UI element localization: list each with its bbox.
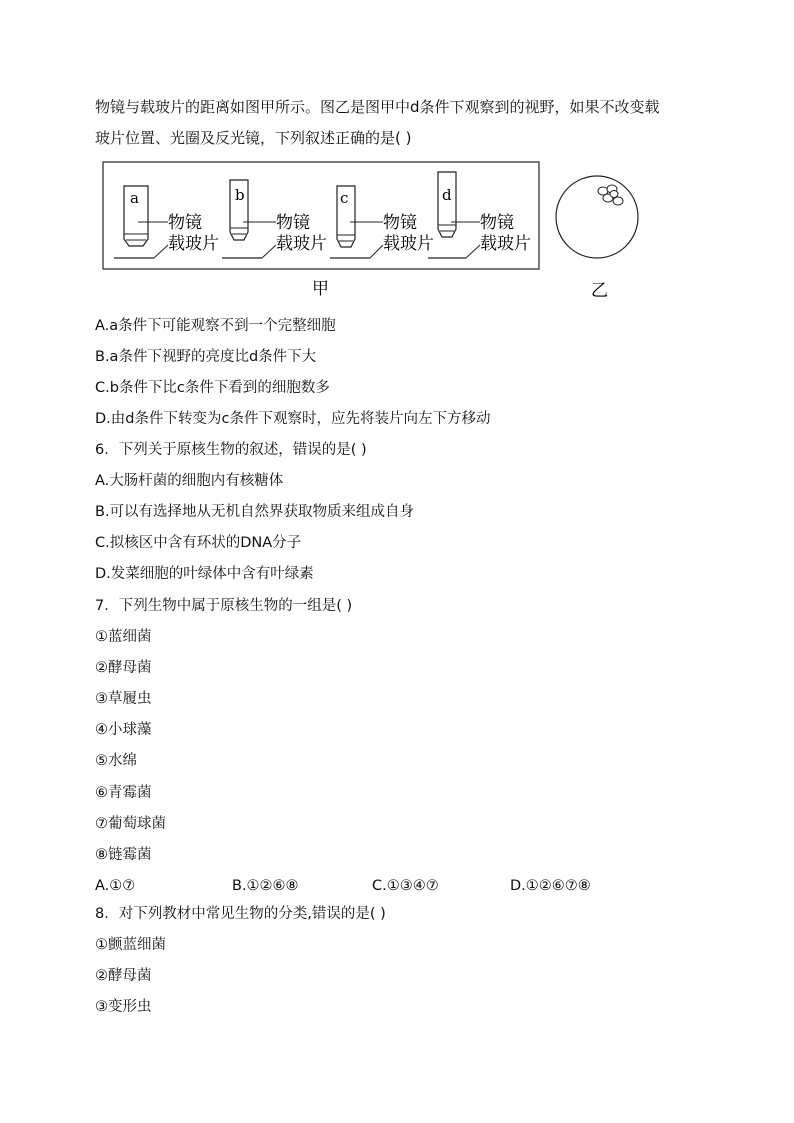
q7-stem: 7．下列生物中属于原核生物的一组是( ): [95, 598, 353, 614]
objective-c-slide-label: 载玻片: [383, 234, 434, 254]
objective-a-letter: a: [130, 189, 139, 207]
q7-option-b[interactable]: B.①②⑥⑧: [232, 878, 299, 894]
q7-option-a[interactable]: A.①⑦: [95, 878, 136, 894]
q7-item-4: ④小球藻: [95, 722, 152, 738]
objective-c-label: 物镜: [383, 213, 417, 233]
q5-stem-line-2: 玻片位置、光圈及反光镜，下列叙述正确的是( ): [95, 129, 412, 147]
objective-b: [222, 180, 327, 258]
objective-d: [428, 172, 531, 258]
caption-yi: 乙: [591, 281, 608, 301]
objective-a-label: 物镜: [168, 213, 202, 233]
q8-item-2: ②酵母菌: [95, 968, 152, 984]
q5-option-c[interactable]: C.b条件下比c条件下看到的细胞数多: [95, 380, 330, 396]
q8-item-3: ③变形虫: [95, 999, 152, 1015]
caption-jia: 甲: [312, 279, 329, 299]
q6-stem: 6．下列关于原核生物的叙述，错误的是( ): [95, 442, 367, 458]
objective-b-label: 物镜: [276, 213, 310, 233]
field-of-view-yi: [556, 176, 638, 258]
q5-option-d[interactable]: D.由d条件下转变为c条件下观察时，应先将装片向左下方移动: [95, 411, 491, 427]
objective-c-letter: c: [340, 189, 349, 207]
q5-option-a[interactable]: A.a条件下可能观察不到一个完整细胞: [95, 318, 336, 334]
q8-item-1: ①颤蓝细菌: [95, 937, 166, 953]
q7-option-d[interactable]: D.①②⑥⑦⑧: [510, 878, 591, 894]
q7-option-c[interactable]: C.①③④⑦: [372, 878, 439, 894]
objective-d-label: 物镜: [480, 213, 514, 233]
objective-b-slide-label: 载玻片: [276, 234, 327, 254]
q7-item-3: ③草履虫: [95, 691, 152, 707]
objective-a-slide-label: 载玻片: [168, 234, 219, 254]
objective-a: [114, 186, 219, 258]
q6-option-b[interactable]: B.可以有选择地从无机自然界获取物质来组成自身: [95, 504, 415, 520]
q5-option-b[interactable]: B.a条件下视野的亮度比d条件下大: [95, 349, 317, 365]
q5-stem-line-1: 物镜与载玻片的距离如图甲所示。图乙是图甲中d条件下观察到的视野，如果不改变载: [95, 98, 660, 116]
q6-option-a[interactable]: A.大肠杆菌的细胞内有核糖体: [95, 473, 284, 489]
objective-d-letter: d: [442, 186, 452, 204]
q7-item-6: ⑥青霉菌: [95, 785, 152, 801]
q8-stem: 8．对下列教材中常见生物的分类,错误的是( ): [95, 906, 386, 922]
q7-item-5: ⑤水绵: [95, 753, 137, 769]
q7-item-7: ⑦葡萄球菌: [95, 816, 166, 832]
objective-b-letter: b: [235, 186, 245, 204]
q7-item-8: ⑧链霉菌: [95, 847, 152, 863]
q7-item-1: ①蓝细菌: [95, 629, 152, 645]
q6-option-d[interactable]: D.发菜细胞的叶绿体中含有叶绿素: [95, 566, 314, 582]
q7-item-2: ②酵母菌: [95, 660, 152, 676]
q6-option-c[interactable]: C.拟核区中含有环状的DNA分子: [95, 535, 302, 551]
objective-d-slide-label: 载玻片: [480, 234, 531, 254]
objective-c: [330, 186, 434, 258]
